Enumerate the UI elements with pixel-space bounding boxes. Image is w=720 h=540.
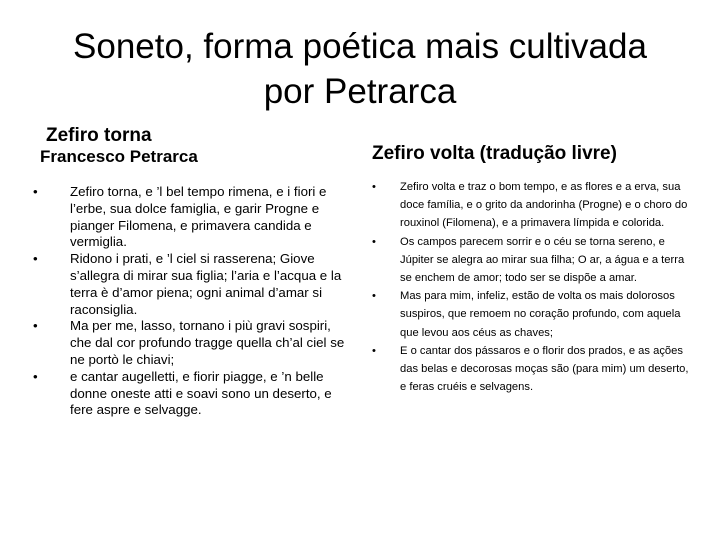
bullet-icon: •	[33, 318, 38, 334]
italian-sonnet-list	[33, 184, 345, 419]
bullet-icon: •	[33, 251, 38, 267]
portuguese-translation-list	[372, 178, 690, 396]
stanza-text: Os campos parecem sorrir e o céu se torna sereno, e Júpiter se alegra ao mirar sua filha; O ar, a água e a terra se enchem de amor; todo ser se dispõe a amar.	[400, 235, 685, 285]
bullet-icon: •	[372, 290, 376, 303]
stanza-text: Zefiro torna, e ’l bel tempo rimena, e i fiori e l’erbe, sua dolce famiglia, e garir Progne e pianger Filomena, e primavera candida e vermiglia.	[70, 184, 327, 250]
list-item	[33, 368, 345, 419]
stanza-text: E o cantar dos pássaros e o florir dos prados, e as ações das belas e decorosas moças são (para mim) um deserto, e feras cruéis e selvagens.	[400, 344, 689, 394]
list-item	[372, 287, 690, 342]
list-item	[33, 184, 345, 251]
list-item	[372, 178, 690, 233]
stanza-text: e cantar augelletti, e fiorir piagge, e ’n belle donne oneste atti e soavi sono un deserto, e fere aspre e selvagge.	[70, 368, 332, 418]
slide-title-line-1: Soneto, forma poética mais cultivada	[73, 27, 647, 66]
bullet-icon: •	[33, 184, 38, 199]
bullet-icon: •	[372, 344, 376, 357]
stanza-text: Ridono i prati, e ’l ciel si rasserena; Giove s’allegra di mirar sua figlia; l’aria e l’acqua e la terra è d’amor piena; ogni animal d’amar si raconsiglia.	[70, 251, 342, 317]
slide-title-line-2: por Petrarca	[263, 72, 457, 111]
slide-title	[30, 24, 690, 114]
left-heading: Zefiro torna	[46, 125, 152, 146]
list-item	[372, 342, 690, 397]
right-heading: Zefiro volta (tradução livre)	[372, 143, 617, 164]
bullet-icon: •	[372, 181, 376, 193]
bullet-icon: •	[33, 368, 38, 384]
list-item	[33, 251, 345, 318]
stanza-text: Zefiro volta e traz o bom tempo, e as flores e a erva, sua doce família, e o grito da andorinha (Progne) e o choro do rouxinol (Filomena), e a primavera límpida e colorida.	[400, 181, 688, 230]
list-item	[33, 318, 345, 368]
bullet-icon: •	[372, 235, 376, 248]
list-item	[372, 233, 690, 288]
stanza-text: Mas para mim, infeliz, estão de volta os mais dolorosos suspiros, que remoem no coração profundo, com aquela que levou aos céus as chaves;	[400, 290, 681, 339]
left-author: Francesco Petrarca	[40, 147, 198, 166]
stanza-text: Ma per me, lasso, tornano i più gravi sospiri, che dal cor profundo tragge quella ch’al ciel se ne portò le chiavi;	[70, 318, 345, 367]
